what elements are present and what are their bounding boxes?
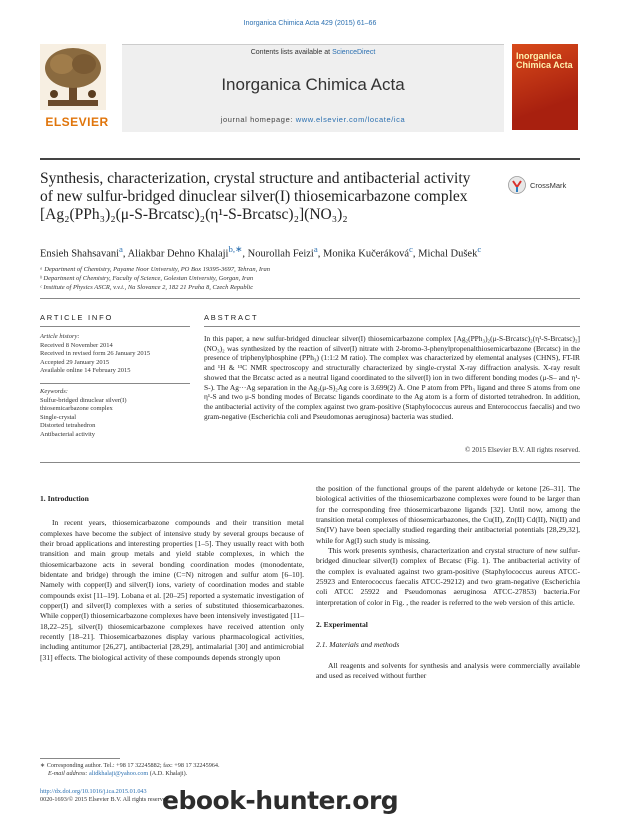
footnote-rule	[40, 758, 120, 759]
right-paragraph-1: the position of the functional groups of the parent aldehyde or ketone [26–31]. The biological activities of the thiosemicarbazone complexes were found to be larger than for the corresponding free thiosemicarbazone ligands [32]. Until now, among the transition metal complexes of thiosemicarbazones, the Cu(II), Zn(II) Cd(II), Ni(II) and Sn(IV) have been specially studied regarding their antibacterial potentials [28,29,32], while for Ag(I) such study is missing.	[316, 484, 580, 545]
cover-title-line1: Inorganica	[516, 51, 562, 61]
author-affiliation-mark[interactable]: b,∗	[228, 244, 243, 254]
introduction-heading: 1. Introduction	[40, 494, 89, 503]
email-label: E-mail address:	[48, 770, 90, 777]
keywords	[40, 388, 190, 440]
history-received: Received 8 November 2014	[40, 341, 113, 349]
affiliations	[40, 265, 580, 292]
introduction-paragraph: In recent years, thiosemicarbazone compounds and their transition metal complexes have become the subject of intensive study by several groups because of their broad applications and interesting properties [1–5]. They usually react with both transition and main group metals and yield stable complexes, in which the thiosemicarbazone acts in several bonding coordination modes (monodentate, bidentate and bridge) through the imine (C=N) nitrogen and sulfur atom [6–10]. Namely with copper(I) and silver(I) ions, variety of coordination modes and stable compounds exist [11–19]. Lobana et al. [20–25] reported a systematic investigation of copper(I) and silver(I) complexes with a series of substituted thiosemicarbazones. While copper(I) thiosemicarbazone complexes have been intensively investigated [11–18,22–25], silver(I) thiosemicarbazone complexes have received attention only recently [18–21]. Thiosemicarbazones display various pharmacological activities, including antitumor [26,27], antibacterial [28,29], antimalarial [30] and antimicrobial [31] effects. The biological activity of these compounds depends strongly upon	[40, 518, 304, 662]
journal-homepage	[122, 115, 504, 124]
keyword: Single-crystal	[40, 413, 77, 421]
materials-paragraph: All reagents and solvents for synthesis and analysis were commercially available and used as received without further	[316, 660, 580, 681]
abstract-text: In this paper, a new sulfur-bridged dinuclear silver(I) thiosemicarbazone complex [Ag₂(PPh₃)₂(μ-S-Brcatsc)₂(η¹-S-Brcatsc)₂](NO₃)₂ was synthesized by the reaction of silver(I) nitrate with 2-bromo-3-phenylpropenalthiosemicarbazone (Brcatsc) in the presence of triphenylphosphine (PPh₃) (1:1:2 M ratio). The complex was characterized by elemental analyses (CHNS), FT-IR and ¹H & ¹³C NMR spectroscopy and structurally characterized by single-crystal X-ray diffraction analysis. X-ray result showed that the Brcatsc acted as a neutral ligand coordinated to the silver(I) ion in two different bonding modes (μ-S– and η¹-S-). The Ag···Ag separation in the Ag₂(μ-S)₂Ag core is 3.699(2) Å. One P atom from PPh₃ ligand and three S atoms from one η¹-S and two μ-S bonding modes of Brcatsc ligands coordinate to the Ag atom is a form of distorted tetrahedron. In addition, the antibacterial activity of the complex against two gram-positive (Staphylococcus aureus and Enterococcus faecalis) and two gram-negative (Escherichia coli and Pseudomonas aeruginosa) bacteria was studied.	[204, 334, 580, 421]
title-line-3: [Ag₂(PPh₃)₂(μ-S-Brcatsc)₂(η¹-S-Brcatsc)₂](NO₃)₂	[40, 206, 348, 223]
history-label: Article history:	[40, 333, 80, 340]
abstract-divider	[40, 462, 580, 463]
author-list: Ensieh Shahsavani$^a$, Aliakbar Dehno Khalaji$^{b,∗}$, Nourollah Feizi$^a$, Monika Kučeráková$^c$, Michal Dušek$^c$	[40, 244, 482, 260]
left-column	[40, 494, 304, 663]
author: Monika Kučeráková	[322, 248, 409, 260]
author: Ensieh Shahsavani	[40, 248, 120, 260]
author-affiliation-mark[interactable]: a	[119, 244, 123, 254]
homepage-link[interactable]: www.elsevier.com/locate/ica	[295, 115, 406, 124]
cover-title	[516, 52, 573, 71]
email-suffix: (A.D. Khalaji).	[148, 770, 188, 777]
contents-prefix: Contents lists available at	[250, 49, 331, 56]
keywords-rule	[40, 383, 190, 384]
keyword: Antibacterial activity	[40, 430, 96, 438]
title-line-2: of new sulfur-bridged dinuclear silver(I) thiosemicarbazone complex	[40, 188, 468, 205]
affiliation-b: ᵇ Department of Chemistry, Faculty of Science, Golestan University, Gorgan, Iran	[40, 275, 254, 282]
masthead-divider	[40, 158, 580, 160]
cover-title-line2: Chimica Acta	[516, 60, 573, 71]
issn-line: 0020-1693/© 2015 Elsevier B.V. All rights reserved.	[40, 796, 171, 803]
journal-title: Inorganica Chimica Acta	[221, 75, 405, 94]
right-paragraph-2: This work presents synthesis, characterization and crystal structure of new sulfur-bridged dinuclear silver(I) complex of Brcatsc (Fig. 1). The antibacterial activity of the complex is evaluated against two gram-positive (Staphylococcus aureus ATCC-25923 and Enterococcus faecalis ATCC-29212) and two gram-negative (Escherichia coli ATCC 25922 and Pseudomonas aeruginosa ATCC-27853) bacteria.For interpretation of color in Fig. , the reader is referred to the web version of this article.	[316, 546, 580, 607]
doi-link[interactable]: http://dx.doi.org/10.1016/j.ica.2015.01.043	[40, 788, 147, 795]
abstract-heading: ABSTRACT	[204, 313, 259, 322]
article-info-heading: ARTICLE INFO	[40, 313, 114, 322]
keyword: thiosemicarbazone complex	[40, 405, 113, 413]
author: Michal Dušek	[418, 248, 478, 260]
keyword: Distorted tetrahedron	[40, 422, 96, 430]
title-line-1: Synthesis, characterization, crystal structure and antibacterial activity	[40, 170, 471, 187]
elsevier-tree-icon	[40, 44, 106, 110]
doi-block	[40, 788, 170, 804]
contents-line	[122, 49, 504, 56]
keywords-label: Keywords:	[40, 388, 68, 395]
crossmark-icon	[508, 175, 526, 195]
article-history	[40, 333, 190, 376]
right-column	[316, 484, 580, 682]
materials-subheading: 2.1. Materials and methods	[316, 640, 400, 650]
experimental-heading: 2. Experimental	[316, 620, 368, 630]
history-accepted: Accepted 29 January 2015	[40, 358, 110, 366]
affiliation-a: ᵃ Department of Chemistry, Payame Noor University, PO Box 19395-3697, Tehran, Iran	[40, 266, 271, 273]
copyright: © 2015 Elsevier B.V. All rights reserved.	[464, 446, 580, 454]
footnotes	[40, 762, 304, 778]
affiliation-divider	[40, 298, 580, 299]
corresponding-author-note: ∗ Corresponding author. Tel.: +98 17 32245882; fax: +98 17 32245964.	[40, 762, 220, 769]
journal-banner	[122, 44, 504, 132]
author-affiliation-mark[interactable]: c	[477, 244, 482, 254]
journal-masthead	[40, 44, 580, 156]
elsevier-logo	[40, 44, 114, 132]
email-link[interactable]: alidkhalaji@yahoo.com	[89, 770, 149, 777]
paper-title	[40, 170, 500, 224]
abstract-rule	[204, 326, 580, 327]
keyword: Sulfur-bridged dinuclear silver(I)	[40, 396, 127, 404]
author: Aliakbar Dehno Khalaji	[127, 248, 229, 260]
sciencedirect-link[interactable]: ScienceDirect	[332, 49, 376, 56]
history-online: Available online 14 February 2015	[40, 367, 131, 375]
journal-citation[interactable]: Inorganica Chimica Acta 429 (2015) 61–66	[243, 20, 377, 27]
history-revised: Received in revised form 26 January 2015	[40, 350, 151, 358]
crossmark-badge[interactable]	[508, 175, 588, 199]
journal-cover-image	[512, 44, 578, 130]
publisher-name: ELSEVIER	[45, 115, 109, 129]
watermark: ebook-hunter.org	[162, 786, 399, 815]
crossmark-label: CrossMark	[530, 181, 567, 190]
homepage-prefix: journal homepage:	[220, 115, 296, 124]
author-affiliation-mark[interactable]: a	[313, 244, 318, 254]
author: Nourollah Feizi	[247, 248, 314, 260]
email-note	[40, 770, 304, 778]
author-affiliation-mark[interactable]: c	[409, 244, 413, 254]
affiliation-c: ᶜ Institute of Physics ASCR, v.v.i., Na Slovance 2, 182 21 Praha 8, Czech Republic	[40, 284, 254, 291]
article-info-rule	[40, 326, 190, 327]
